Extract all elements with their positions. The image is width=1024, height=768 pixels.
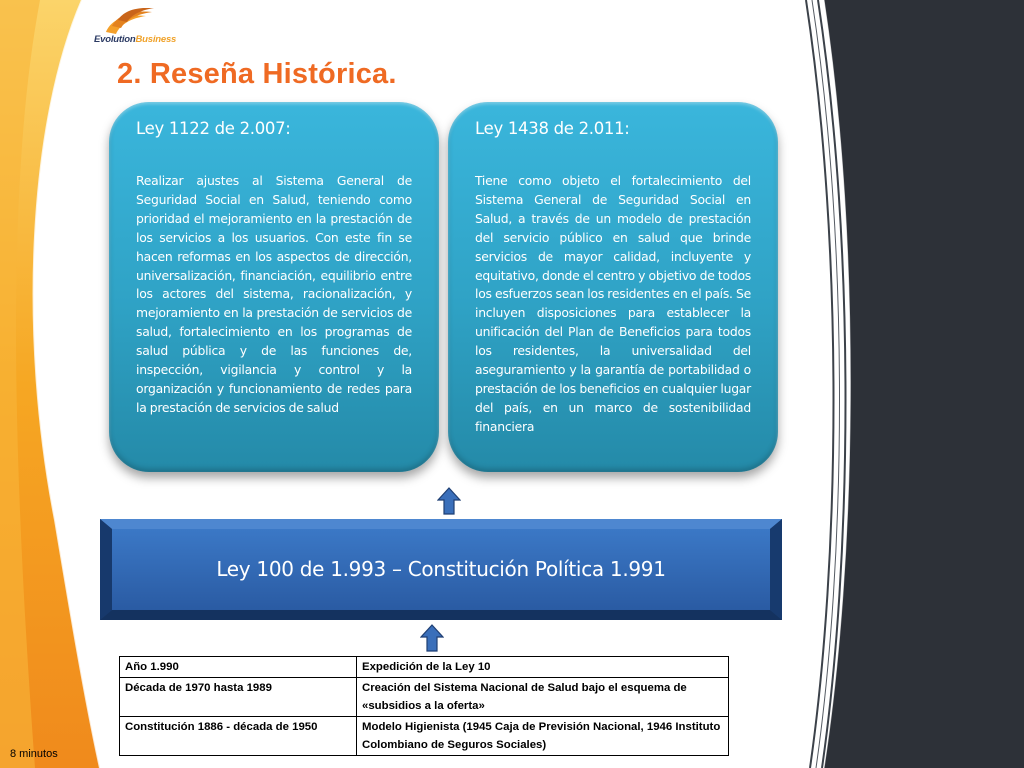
table-cell-event: Modelo Higienista (1945 Caja de Previsión Nacional, 1946 Instituto Colombiano de Seguros Sociales): [357, 717, 729, 756]
logo-wordmark: [94, 34, 176, 45]
law-card-1122: [109, 102, 439, 472]
left-orange-swoosh-decoration: [0, 0, 110, 768]
table-row: [120, 717, 729, 756]
up-arrow-icon: [420, 624, 444, 652]
logo-word-business: Business: [135, 34, 177, 45]
table-row: [120, 657, 729, 678]
law-card-1438: [448, 102, 778, 472]
card-body: Tiene como objeto el fortalecimiento del Sistema General de Seguridad Social en Salud, a través de un modelo de prestación del servicio público en salud que brinde servicios de mayor calidad, incluyente y equitativo, donde el centro y objetivo de todos los esfuerzos sean los residentes en el país. Se incluyen disposiciones para establecer la unificación del Plan de Beneficios para todos los residentes, la universalidad del aseguramiento y la garantía de portabilidad o prestación de los beneficios en cualquier lugar del país, en un marco de sostenibilidad financiera: [475, 173, 751, 434]
history-table: [119, 656, 729, 756]
table-cell-period: Constitución 1886 - década de 1950: [120, 717, 357, 756]
table-cell-event: Expedición de la Ley 10: [357, 657, 729, 678]
stacked-swoosh-logo-icon: [98, 8, 158, 36]
banner-text: Ley 100 de 1.993 – Constitución Política 1.991: [216, 557, 666, 581]
logo-word-evolution: Evolution: [94, 34, 136, 45]
footer-duration: 8 minutos: [10, 748, 58, 760]
table-row: [120, 678, 729, 717]
table-cell-event: Creación del Sistema Nacional de Salud bajo el esquema de «subsidios a la oferta»: [357, 678, 729, 717]
company-logo: [94, 8, 194, 48]
up-arrow-icon: [437, 487, 461, 515]
table-cell-period: Año 1.990: [120, 657, 357, 678]
right-dark-panel-decoration: [784, 0, 1024, 768]
card-title: Ley 1438 de 2.011:: [475, 119, 630, 138]
card-title: Ley 1122 de 2.007:: [136, 119, 291, 138]
page-title: 2. Reseña Histórica.: [117, 58, 397, 90]
card-body: Realizar ajustes al Sistema General de Seguridad Social en Salud, teniendo como prioridad el mejoramiento en la prestación de los servicios a los usuarios. Con este fin se hacen reformas en los aspectos de dirección, universalización, financiación, equilibrio entre los actores del sistema, racionalización, y mejoramiento en la prestación de servicios de salud, fortalecimiento en los programas de salud pública y de las funciones de, inspección, vigilancia y control y la organización y funcionamiento de redes para la prestación de servicios de salud: [136, 173, 412, 415]
banner-ley-100: [100, 519, 782, 620]
table-cell-period: Década de 1970 hasta 1989: [120, 678, 357, 717]
